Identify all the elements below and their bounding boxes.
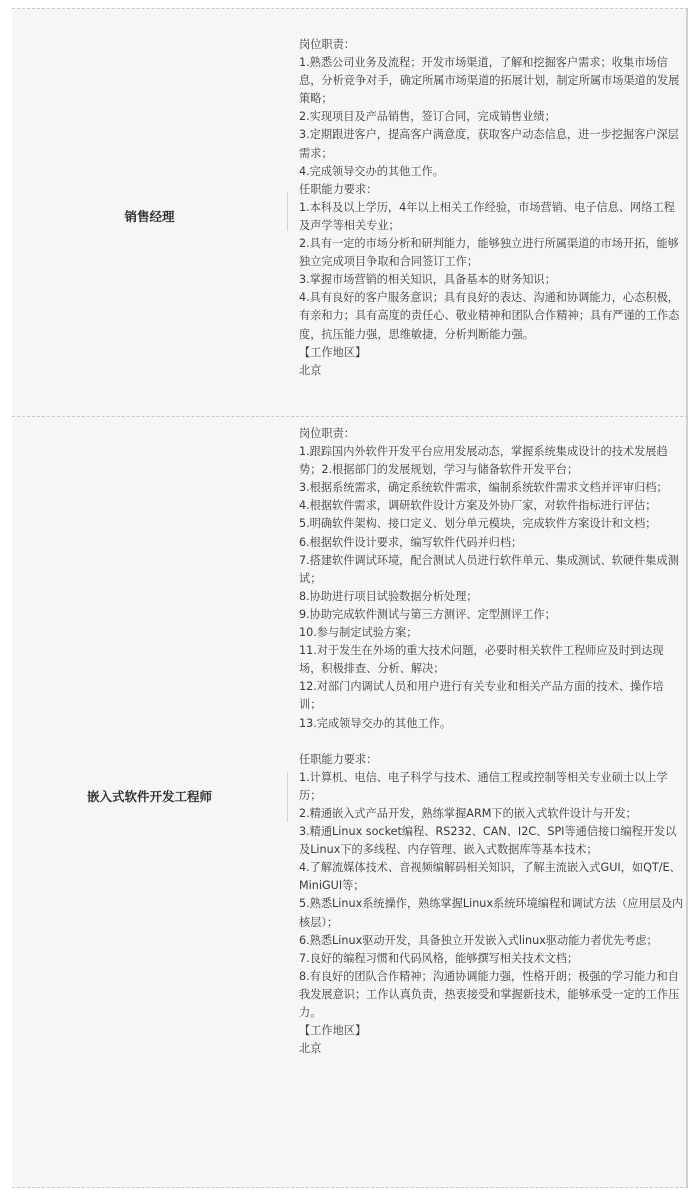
- description-line: 2.精通嵌入式产品开发，熟练掌握ARM下的嵌入式软件设计与开发；: [299, 806, 637, 820]
- description-line: 岗位职责：: [299, 38, 355, 51]
- description-line: 6.熟悉Linux驱动开发，具备独立开发嵌入式linux驱动能力者优先考虑；: [299, 933, 658, 947]
- description-line: 3.掌握市场营销的相关知识，具备基本的财务知识；: [299, 273, 556, 287]
- scrollbar-edge: [686, 417, 688, 1187]
- job-row: [12, 416, 688, 1188]
- description-line: 7.搭建软件调试环境，配合测试人员进行软件单元、集成测试、软硬件集成测试；: [299, 553, 679, 585]
- description-line: 北京: [299, 363, 322, 377]
- job-title: 嵌入式软件开发工程师: [86, 789, 212, 804]
- description-line: 2.具有一定的市场分析和研判能力，能够独立进行所属渠道的市场开拓，能够独立完成项目争取和合同签订工作；: [299, 237, 679, 269]
- description-line: 5.明确软件架构、接口定义、划分单元模块，完成软件方案设计和文档；: [299, 517, 657, 531]
- description-line: 【工作地区】: [299, 345, 367, 359]
- description-line: 10.参与制定试验方案；: [299, 626, 418, 640]
- description-line: 4.具有良好的客户服务意识；具有良好的表达、沟通和协调能力，心态积极，有亲和力；具有高度的责任心、敬业精神和团队合作精神；具有严谨的工作态度，抗压能力强，思维敏捷，分析判断能力强。: [299, 291, 680, 341]
- description-line: 1.熟悉公司业务及流程；开发市场渠道，了解和挖掘客户需求；收集市场信息，分析竞争对手，确定所属市场渠道的拓展计划，制定所属市场渠道的发展策略；: [299, 56, 680, 106]
- column-divider: [287, 192, 288, 231]
- description-line: 2.实现项目及产品销售，签订合同，完成销售业绩；: [299, 110, 556, 124]
- description-line: 任职能力要求：: [299, 182, 378, 196]
- description-line: 5.熟悉Linux系统操作，熟练掌握Linux系统环境编程和调试方法（应用层及内核层）；: [299, 897, 684, 929]
- job-description: [299, 425, 685, 1058]
- description-line: 4.了解流媒体技术、音视频编解码相关知识，了解主流嵌入式GUI，如QT/E、MiniGUI等；: [299, 861, 681, 893]
- column-divider: [287, 772, 288, 822]
- description-line: 11.对于发生在外场的重大技术问题，必要时相关软件工程师应及时到达现场，积极排查、分析、解决；: [299, 644, 664, 676]
- description-line: 3.定期跟进客户，提高客户满意度，获取客户动态信息，进一步挖掘客户深层需求；: [299, 128, 679, 160]
- description-line: 6.根据软件设计要求，编写软件代码并归档；: [299, 535, 523, 549]
- description-line: 8.协助进行项目试验数据分析处理；: [299, 589, 478, 603]
- scrollbar-edge: [686, 9, 688, 417]
- job-title: 销售经理: [124, 209, 175, 224]
- description-line: 1.计算机、电信、电子科学与技术、通信工程或控制等相关专业硕士以上学历；: [299, 770, 668, 802]
- description-line: 3.根据系统需求，确定系统软件需求，编制系统软件需求文档并评审归档；: [299, 481, 668, 495]
- description-line: 北京: [299, 1042, 322, 1056]
- description-line: 4.完成领导交办的其他工作。: [299, 164, 444, 178]
- description-line: 7.良好的编程习惯和代码风格，能够撰写相关技术文档；: [299, 951, 579, 965]
- description-line: 【工作地区】: [299, 1024, 367, 1038]
- description-line: 3.精通Linux socket编程、RS232、CAN、I2C、SPI等通信接口编程开发以及Linux下的多线程、内存管理、嵌入式数据库等基本技术；: [299, 825, 677, 857]
- job-description: [299, 36, 685, 380]
- description-line: 1.本科及以上学历，4年以上相关工作经验，市场营销、电子信息、网络工程及声学等相关专业；: [299, 200, 675, 232]
- description-line: 13.完成领导交办的其他工作。: [299, 716, 452, 730]
- description-line: 9.协助完成软件测试与第三方测评、定型测评工作；: [299, 607, 556, 621]
- description-line: [299, 733, 685, 751]
- description-line: 1.跟踪国内外软件开发平台应用发展动态，掌握系统集成设计的技术发展趋势；2.根据部门的发展规划，学习与储备软件开发平台；: [299, 445, 668, 477]
- description-line: 岗位职责：: [299, 427, 355, 440]
- description-line: 任职能力要求：: [299, 752, 378, 766]
- description-line: 4.根据软件需求，调研软件设计方案及外协厂家，对软件指标进行评估；: [299, 499, 657, 513]
- job-row: [12, 8, 688, 417]
- description-line: 8.有良好的团队合作精神；沟通协调能力强，性格开朗；极强的学习能力和自我发展意识；工作认真负责，热衷接受和掌握新技术，能够承受一定的工作压力。: [299, 969, 680, 1019]
- description-line: 12.对部门内调试人员和用户进行有关专业和相关产品方面的技术、操作培训；: [299, 680, 664, 712]
